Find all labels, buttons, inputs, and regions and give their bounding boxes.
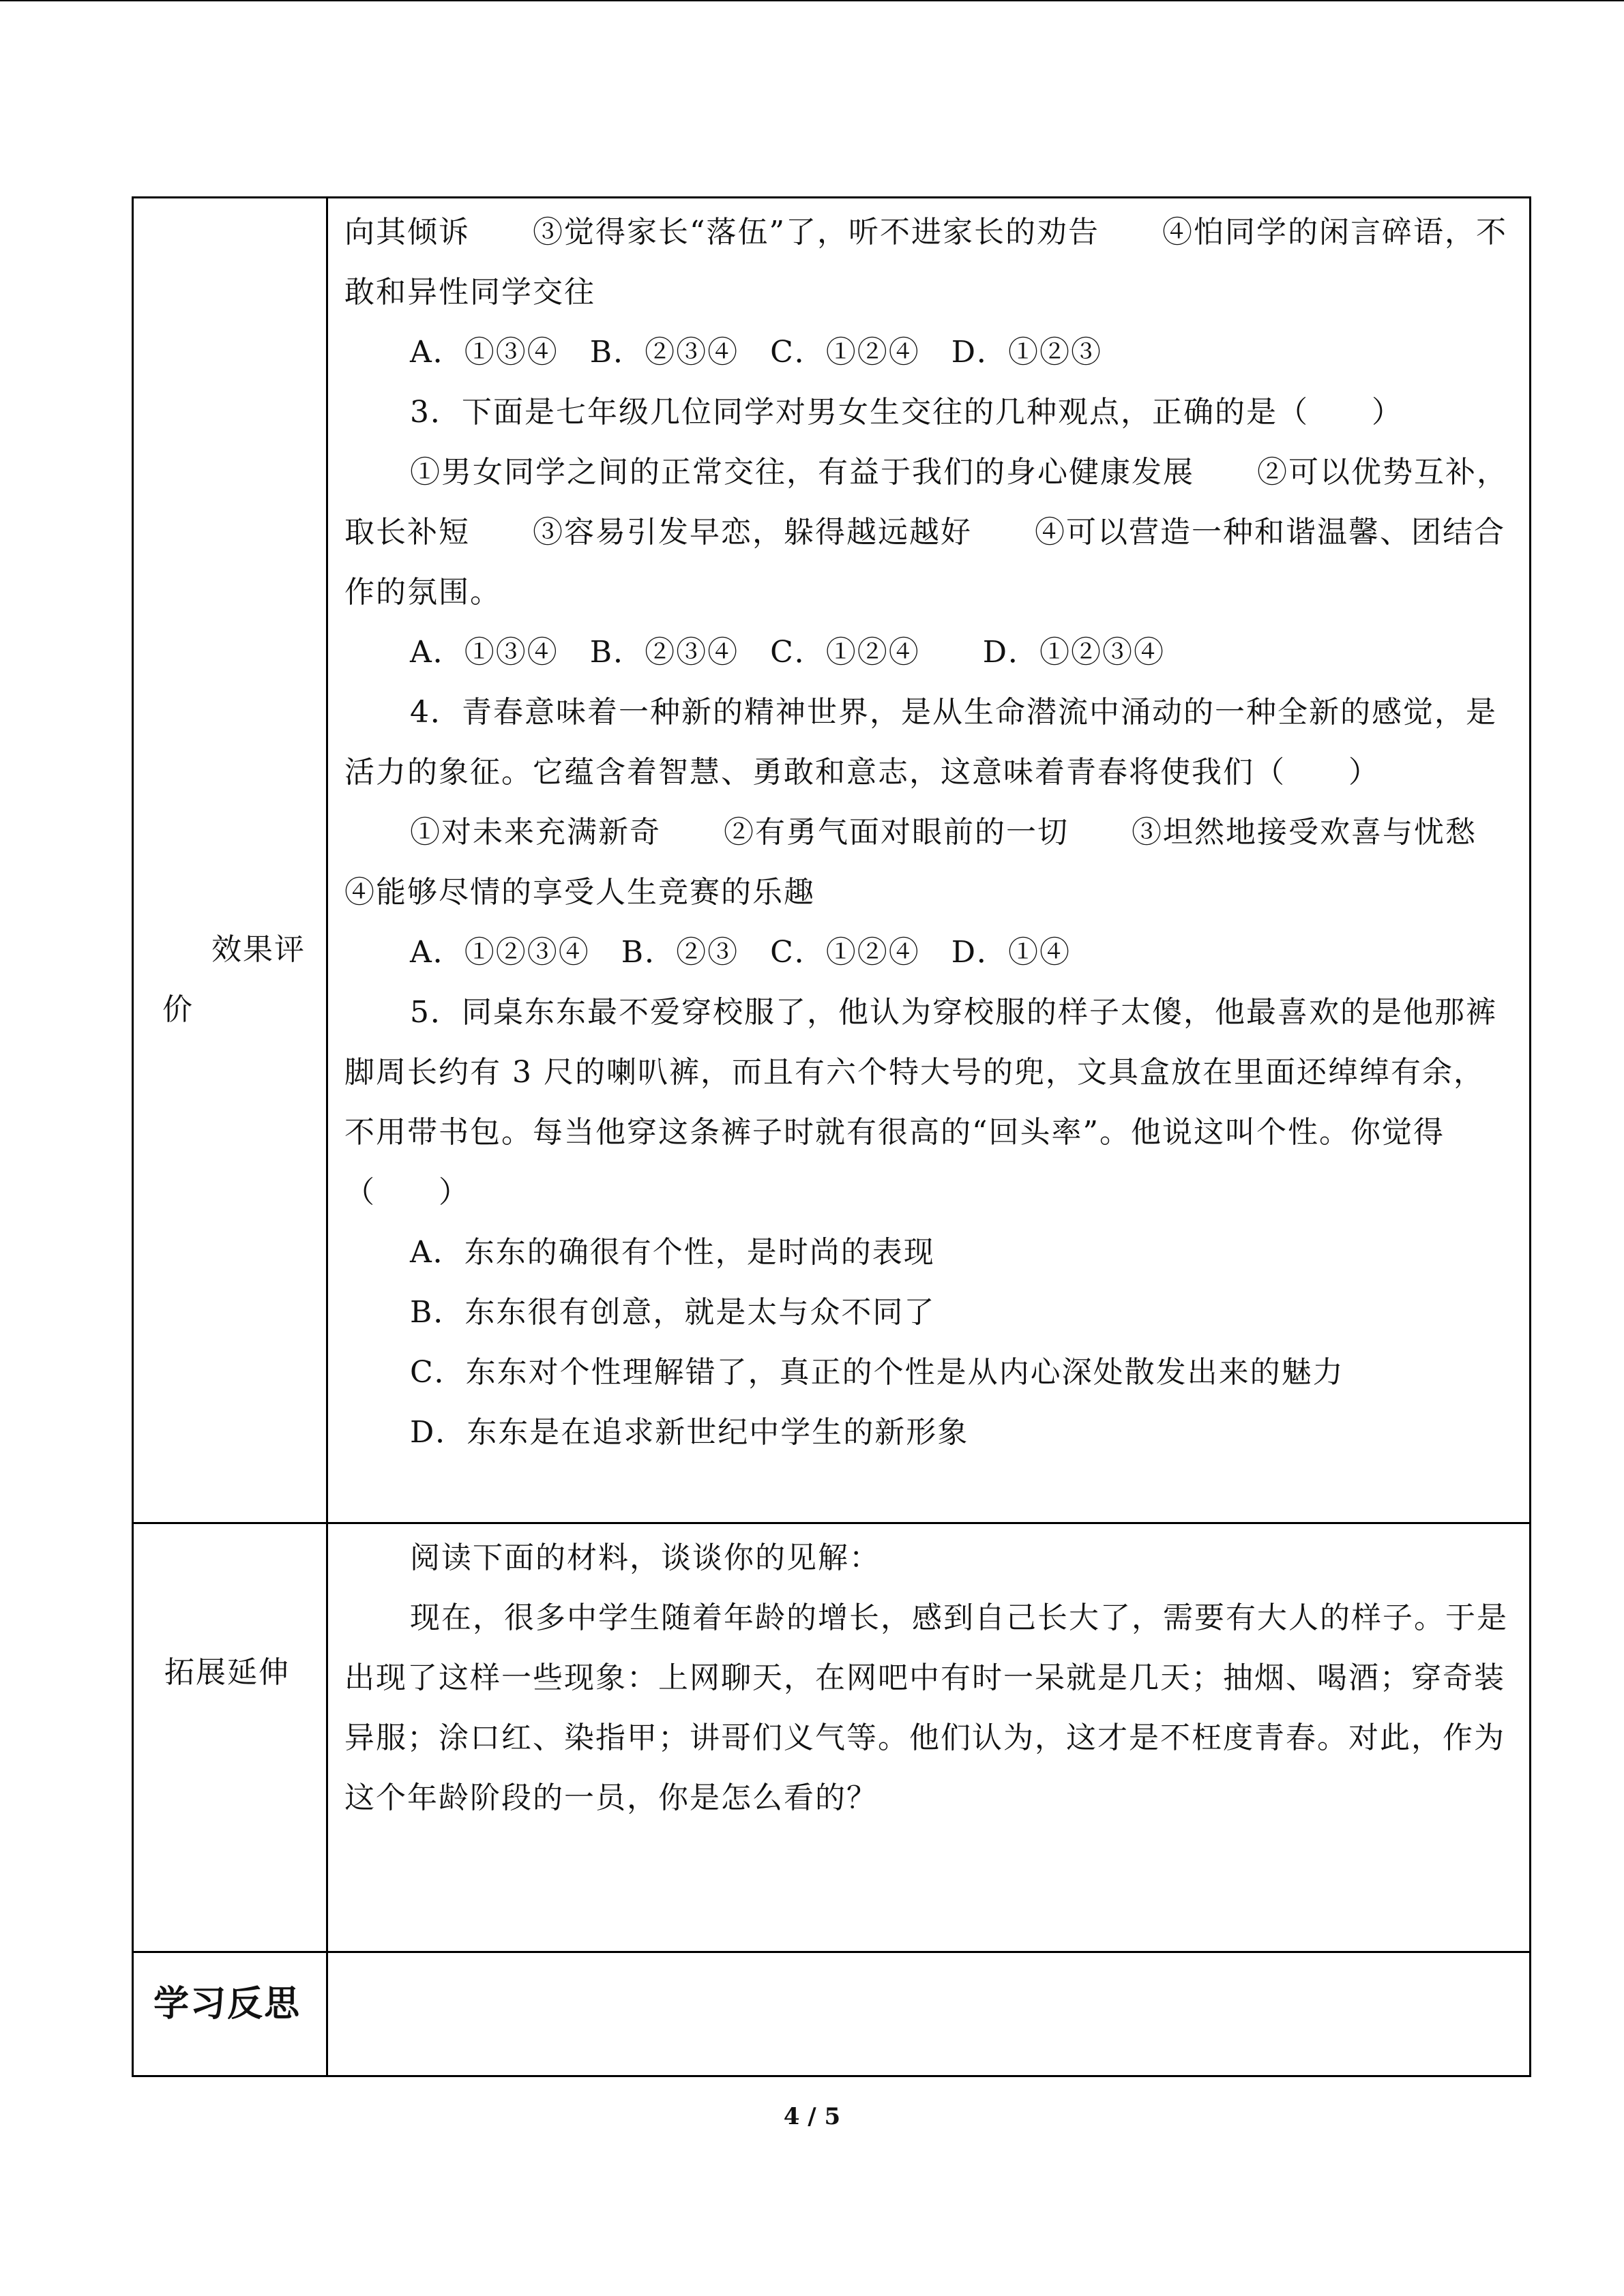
extension-label: 拓展延伸	[164, 1655, 290, 1690]
top-rule	[0, 0, 1624, 1]
eval-para-11: C．东东对个性理解错了，真正的个性是从内心深处散发出来的魅力	[410, 1355, 1344, 1390]
eval-para-3: ①男女同学之间的正常交往，有益于我们的身心健康发展 ②可以优势互补，取长补短 ③容易引发早恋，躲得越远越好 ④可以营造一种和谐温馨、团结合作的氛围。	[344, 455, 1508, 610]
eval-para-9: A．东东的确很有个性，是时尚的表现	[410, 1235, 935, 1270]
eval-para-0: 向其倾诉 ③觉得家长“落伍”了，听不进家长的劝告 ④怕同学的闲言碎语，不敢和异性同学交往	[344, 215, 1507, 310]
eval-para-1: A．①③④ B．②③④ C．①②④ D．①②③	[410, 335, 1103, 370]
eval-para-6: ①对未来充满新奇 ②有勇气面对眼前的一切 ③坦然地接受欢喜与忧愁 ④能够尽情的享受人生竞赛的乐趣	[344, 815, 1508, 910]
ext-para-0: 阅读下面的材料，谈谈你的见解：	[410, 1540, 881, 1575]
ext-para-1: 现在，很多中学生随着年龄的增长，感到自己长大了，需要有大人的样子。于是出现了这样一些现象：上网聊天，在网吧中有时一呆就是几天；抽烟、喝酒；穿奇装异服；涂口红、染指甲；讲哥们义气等。他们认为，这才是不枉度青春。对此，作为这个年龄阶段的一员，你是怎么看的？	[344, 1600, 1508, 1815]
evaluation-label: 效果评价	[162, 932, 306, 1027]
extension-label-cell	[133, 1523, 327, 1952]
reflection-content[interactable]	[327, 1952, 1531, 2076]
eval-para-8: 5．同桌东东最不爱穿校服了，他认为穿校服的样子太傻，他最喜欢的是他那裤脚周长约有 3 尺的喇叭裤，而且有六个特大号的兜，文具盒放在里面还绰绰有余，不用带书包。每当他穿这条裤子时就有很高的“回头率”。他说这叫个性。你觉得（ ）	[344, 995, 1497, 1210]
eval-para-4: A．①③④ B．②③④ C．①②④ D．①②③④	[410, 635, 1166, 670]
eval-para-12: D．东东是在追求新世纪中学生的新形象	[410, 1415, 969, 1450]
reflection-label: 学习反思	[153, 1984, 301, 2025]
reflection-label-cell	[133, 1952, 327, 2076]
eval-para-2: 3．下面是七年级几位同学对男女生交往的几种观点，正确的是（ ）	[410, 395, 1403, 430]
reflection-row	[133, 1952, 1531, 2076]
lesson-table	[132, 196, 1531, 2077]
eval-para-5: 4．青春意味着一种新的精神世界，是从生命潜流中涌动的一种全新的感觉，是活力的象征。它蕴含着智慧、勇敢和意志，这意味着青春将使我们（ ）	[344, 695, 1497, 790]
evaluation-label-cell	[133, 198, 327, 1523]
eval-para-10: B．东东很有创意，就是太与众不同了	[410, 1295, 936, 1330]
extension-row	[133, 1523, 1531, 1952]
extension-content	[327, 1523, 1531, 1952]
eval-para-7: A．①②③④ B．②③ C．①②④ D．①④	[410, 935, 1072, 970]
evaluation-content	[327, 198, 1531, 1523]
page-number: 4 / 5	[783, 2103, 841, 2130]
evaluation-row	[133, 198, 1531, 1523]
